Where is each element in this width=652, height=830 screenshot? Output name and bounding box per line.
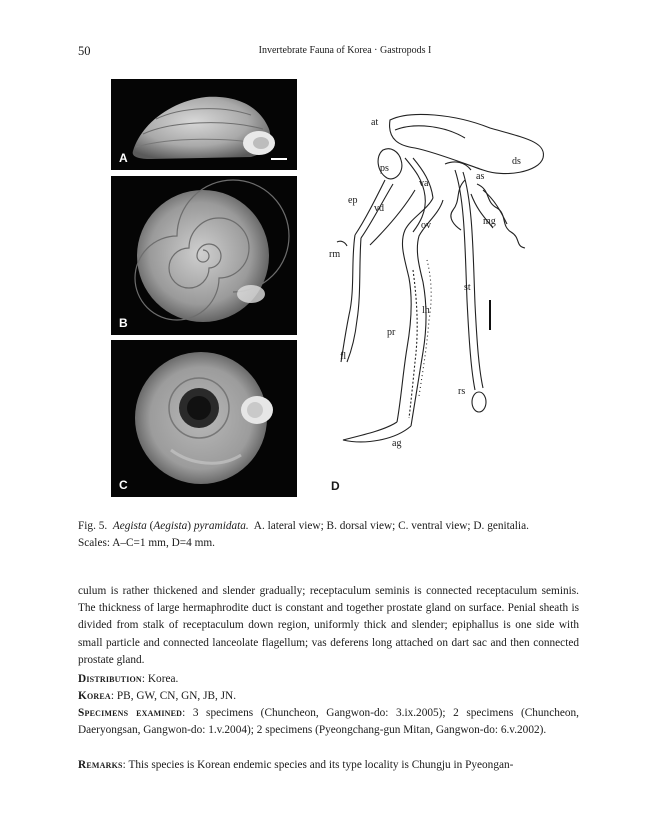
- specimens-heading: Specimens examined: [78, 707, 183, 719]
- caption-subgenus: Aegista: [153, 520, 188, 532]
- korea-text: PB, GW, CN, GN, JB, JN.: [116, 690, 237, 702]
- figure-panel-c-ventral-view: [111, 340, 297, 497]
- scale-bar: [271, 158, 287, 160]
- label-rm: rm: [329, 249, 341, 260]
- panel-label-b: B: [119, 316, 128, 330]
- scale-bar-d: [489, 300, 491, 330]
- caption-scales: Scales: A–C=1 mm, D=4 mm.: [78, 537, 216, 549]
- shell-dorsal-image: [111, 176, 297, 335]
- label-ds: ds: [512, 156, 521, 167]
- label-ag: ag: [392, 438, 402, 449]
- caption-genus: Aegista: [112, 520, 147, 532]
- label-va: va: [419, 178, 429, 189]
- caption-species: pyramidata.: [193, 520, 249, 532]
- label-st: st: [464, 282, 471, 293]
- label-ov: ov: [421, 220, 431, 231]
- panel-label-d: D: [331, 479, 340, 493]
- distribution-text: Korea.: [147, 673, 179, 685]
- figure-caption: Fig. 5. Aegista (Aegista) pyramidata. A. lateral view; B. dorsal view; C. ventral view; D. genitalia. Scales: A–C=1 mm, D=4 mm.: [78, 520, 529, 549]
- shell-lateral-image: [111, 79, 297, 170]
- specimens-section: Specimens examined: 3 specimens (Chuncheon, Gangwon-do: 3.ix.2005); 2 specimens (Chuncheon, Daeryongsan, Gangwon-do: 1.v.2004); 2 specimens (Pyeongchang-gun Mitan, Gangwon-do: 6.v.2002).: [78, 707, 579, 737]
- description-paragraph: culum is rather thickened and slender gradually; receptaculum seminis is connected receptaculum seminis. The thickness of large hermaphrodite duct is constant and together prostate gland on surface. Penial sheath is divided from stalk of receptaculum down region, uniformly thick and slender; epiphallus is one side with small particle and connected lanceolate flagellum; vas deferens long attached on dart sac and then connected prostate gland.: [78, 585, 579, 666]
- label-fl: fl: [340, 351, 347, 362]
- remarks-heading: Remarks: [78, 759, 123, 771]
- label-at: at: [371, 117, 379, 128]
- specimens-text: 3 specimens (Chuncheon, Gangwon-do: 3.ix.2005); 2 specimens (Chuncheon, Daeryongsan, Gangwon-do: 1.v.2004); 2 specimens (Pyeongchang-gun Mitan, Gangwon-do: 6.v.2002).: [78, 707, 579, 737]
- page-number: 50: [78, 44, 91, 58]
- label-vd: vd: [374, 203, 384, 214]
- shell-ventral-image: [111, 340, 297, 497]
- korea-section: Korea: PB, GW, CN, GN, JB, JN.: [78, 690, 237, 702]
- label-as: as: [476, 171, 485, 182]
- caption-prefix: Fig. 5.: [78, 520, 108, 532]
- caption-panels: A. lateral view; B. dorsal view; C. ventral view; D. genitalia.: [253, 520, 529, 532]
- label-rs: rs: [458, 386, 466, 397]
- label-pr: pr: [387, 327, 396, 338]
- korea-heading: Korea: [78, 690, 111, 702]
- label-ep: ep: [348, 195, 358, 206]
- remarks-section: Remarks: This species is Korean endemic species and its type locality is Chungju in Pyeongan-: [78, 759, 514, 771]
- distribution-heading: Distribution: [78, 673, 142, 685]
- panel-label-c: C: [119, 478, 128, 492]
- running-title: Invertebrate Fauna of Korea · Gastropods I: [258, 45, 432, 56]
- figure-panel-a-lateral-view: [111, 79, 297, 170]
- label-ps: ps: [380, 163, 389, 174]
- page-header: [0, 44, 652, 60]
- remarks-text: This species is Korean endemic species and its type locality is Chungju in Pyeongan-: [128, 759, 514, 771]
- label-lh: lh: [422, 305, 430, 316]
- figure-panel-b-dorsal-view: [111, 176, 297, 335]
- panel-label-a: A: [119, 151, 128, 165]
- distribution-section: Distribution: Korea.: [78, 673, 179, 685]
- label-mg: mg: [483, 216, 496, 227]
